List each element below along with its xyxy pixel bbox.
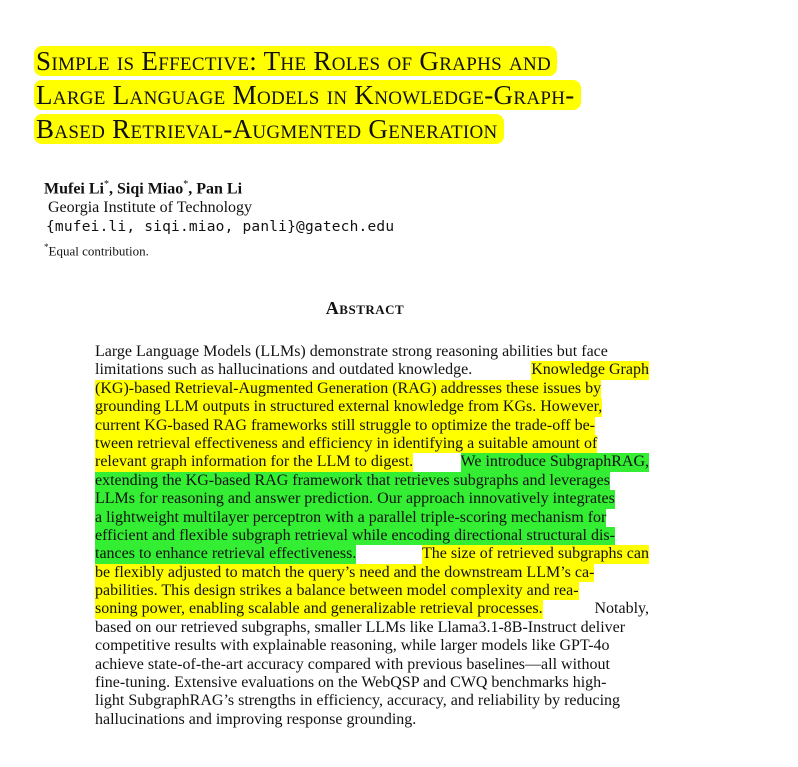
abstract-text: light SubgraphRAG’s strengths in efficiency, accuracy, and reliability by reducing bbox=[95, 692, 621, 710]
highlighted-text-yellow: Knowledge Graph bbox=[531, 361, 649, 379]
abstract-text: hallucinations and improving response grounding. bbox=[95, 710, 417, 728]
highlighted-text-green: We introduce SubgraphRAG, bbox=[460, 453, 649, 471]
highlighted-text-yellow: current KG-based RAG frameworks still struggle to optimize the trade-off be- bbox=[95, 416, 595, 434]
abstract-line bbox=[95, 711, 649, 729]
highlighted-text-yellow: tween retrieval effectiveness and efficiency in identifying a suitable amount of bbox=[95, 434, 598, 452]
abstract-line bbox=[95, 600, 649, 618]
abstract-body bbox=[95, 343, 649, 729]
abstract-line bbox=[95, 692, 649, 710]
abstract-text: based on our retrieved subgraphs, smaller LLMs like Llama3.1-8B-Instruct deliver bbox=[95, 618, 626, 636]
footnote-equal-contribution bbox=[44, 239, 544, 259]
abstract-line bbox=[95, 417, 649, 435]
abstract-line bbox=[95, 674, 649, 692]
abstract-text: limitations such as hallucinations and outdated knowledge. bbox=[95, 361, 473, 379]
paper-title bbox=[34, 44, 734, 146]
highlighted-text-yellow: pabilities. This design strikes a balance between model complexity and rea- bbox=[95, 582, 579, 600]
highlighted-text-yellow: be flexibly adjusted to match the query’s need and the downstream LLM’s ca- bbox=[95, 563, 595, 581]
abstract-line bbox=[95, 545, 649, 563]
title-text: Based Retrieval-Augmented Generation bbox=[34, 114, 504, 144]
author-block bbox=[44, 175, 544, 260]
abstract-line bbox=[95, 398, 649, 416]
abstract-text: fine-tuning. Extensive evaluations on the WebQSP and CWQ benchmarks high- bbox=[95, 674, 607, 692]
abstract-heading: Abstract bbox=[325, 298, 405, 318]
title-line bbox=[34, 78, 734, 112]
title-text: Simple is Effective: The Roles of Graphs and bbox=[34, 46, 557, 76]
abstract-line bbox=[95, 361, 649, 379]
equal-contribution-mark: * bbox=[104, 179, 109, 190]
abstract-text bbox=[567, 600, 571, 618]
author-name: Pan Li bbox=[196, 180, 243, 198]
title-line bbox=[34, 44, 734, 78]
abstract-line bbox=[95, 656, 649, 674]
abstract-line bbox=[95, 509, 649, 527]
author-name: Mufei Li bbox=[44, 180, 104, 198]
highlighted-text-green: extending the KG-based RAG framework that retrieves subgraphs and leverages bbox=[95, 471, 610, 489]
title-line bbox=[34, 112, 734, 146]
abstract-line bbox=[95, 343, 649, 361]
highlighted-text-yellow: The size of retrieved subgraphs can bbox=[421, 545, 649, 563]
abstract-text: Large Language Models (LLMs) demonstrate strong reasoning abilities but face bbox=[95, 343, 608, 360]
highlighted-text-yellow: relevant graph information for the LLM to digest. bbox=[95, 453, 414, 471]
abstract-text: competitive results with explainable reasoning, while larger models like GPT-4o bbox=[95, 637, 610, 655]
abstract-line bbox=[95, 435, 649, 453]
abstract-text bbox=[387, 545, 391, 563]
highlighted-text-green: efficient and flexible subgraph retrieval while encoding directional structural dis- bbox=[95, 526, 615, 544]
abstract-line bbox=[95, 619, 649, 637]
abstract-text bbox=[500, 361, 504, 379]
author-emails bbox=[44, 217, 544, 237]
footnote-mark: * bbox=[44, 242, 49, 253]
highlighted-text-green: a lightweight multilayer perceptron with a parallel triple-scoring mechanism for bbox=[95, 508, 607, 526]
footnote-text: Equal contribution. bbox=[48, 243, 149, 259]
abstract-text: Notably, bbox=[594, 600, 649, 618]
abstract-line bbox=[95, 453, 649, 471]
highlighted-text-yellow: (KG)-based Retrieval-Augmented Generation (RAG) addresses these issues by bbox=[95, 379, 602, 397]
abstract-line bbox=[95, 527, 649, 545]
highlighted-text-yellow: soning power, enabling scalable and generalizable retrieval processes. bbox=[95, 600, 543, 618]
highlighted-text-yellow: grounding LLM outputs in structured external knowledge from KGs. However, bbox=[95, 398, 603, 416]
abstract-text: achieve state-of-the-art accuracy compared with previous baselines—all without bbox=[95, 655, 610, 673]
highlighted-text-green: tances to enhance retrieval effectiveness. bbox=[95, 545, 357, 563]
abstract-line bbox=[95, 582, 649, 600]
author-name: Siqi Miao bbox=[117, 180, 184, 198]
abstract-line bbox=[95, 637, 649, 655]
equal-contribution-mark: * bbox=[183, 179, 189, 190]
author-names: Mufei Li*, Siqi Miao*, Pan Li bbox=[44, 179, 243, 198]
affiliation: Georgia Institute of Technology bbox=[48, 199, 253, 217]
abstract-line bbox=[95, 564, 649, 582]
abstract-line bbox=[95, 380, 649, 398]
abstract-line bbox=[95, 490, 649, 508]
email-list: {mufei.li, siqi.miao, panli}@gatech.edu bbox=[46, 219, 395, 236]
abstract-text bbox=[435, 453, 439, 471]
title-text: Large Language Models in Knowledge-Graph- bbox=[34, 80, 581, 110]
highlighted-text-green: LLMs for reasoning and answer prediction. Our approach innovatively integrates bbox=[95, 490, 615, 508]
abstract-line bbox=[95, 472, 649, 490]
